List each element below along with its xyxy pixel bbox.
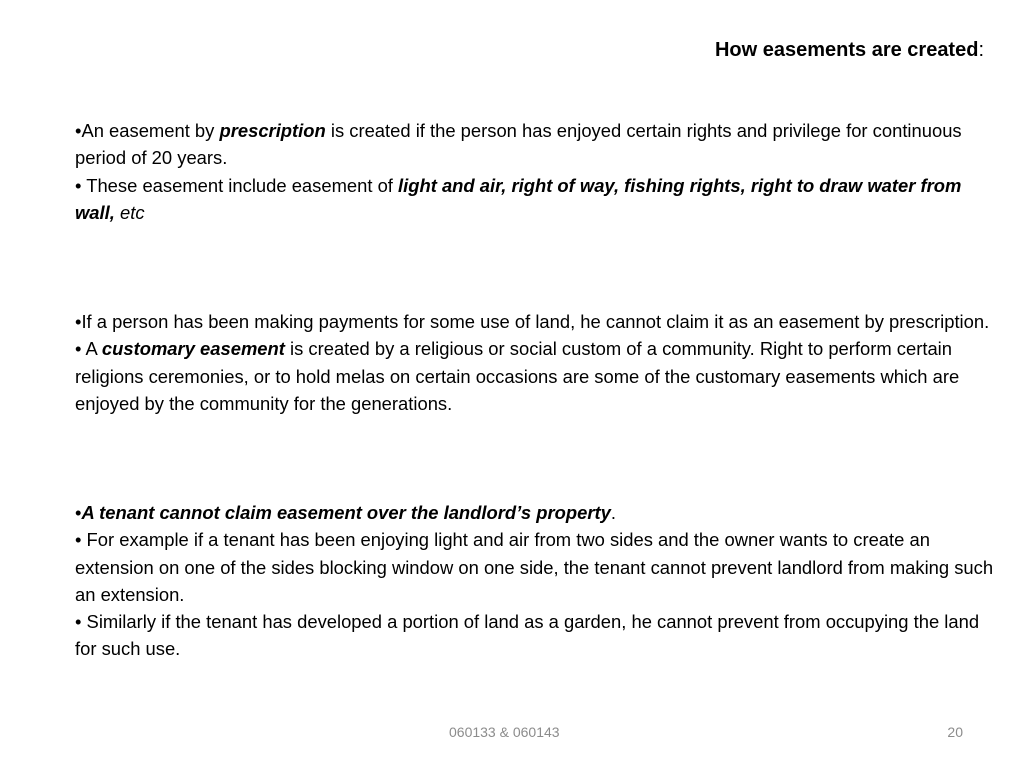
emphasis-easement-types: light and air, right of way, fishing rights, right to draw water from wall, bbox=[75, 174, 962, 223]
emphasis-tenant-claim: A tenant cannot claim easement over the landlord’s property bbox=[81, 502, 611, 523]
slide-title-text: How easements are created bbox=[714, 39, 979, 61]
text-run: • A bbox=[75, 338, 102, 360]
bullet-tenant-garden: • Similarly if the tenant has developed a portion of land as a garden, he cannot prevent from occupying the land for such use. bbox=[75, 611, 980, 660]
bullet-payments: •If a person has been making payments for some use of land, he cannot claim it as an easement by prescription. bbox=[75, 311, 990, 332]
text-run: . bbox=[610, 502, 616, 523]
bullet-mark: • bbox=[75, 120, 82, 141]
bullet-customary-easement bbox=[75, 335, 995, 417]
emphasis-customary-easement: customary easement bbox=[101, 338, 285, 360]
text-run: is created by a religious or social custom of a community. Right to perform certain religions ceremonies, or to hold melas on certain occasions are some of the customary easements which are enjoyed by the community for the generations. bbox=[75, 338, 960, 414]
bullet-tenant-example: • For example if a tenant has been enjoying light and air from two sides and the owner wants to create an extension on one of the sides blocking window on one side, the tenant cannot prevent landlord from making such an extension. bbox=[75, 529, 994, 605]
slide-title-colon: : bbox=[978, 39, 984, 61]
italic-etc: etc bbox=[120, 201, 145, 223]
paragraph-customary bbox=[75, 308, 995, 417]
bullet-mark: • bbox=[75, 502, 82, 523]
bullet-easement-types bbox=[75, 172, 995, 227]
text-run: • These easement include easement of bbox=[75, 174, 399, 196]
bullet-tenant-claim bbox=[75, 499, 995, 526]
text-run: is created if the person has enjoyed certain rights and privilege for continuous period of 20 years. bbox=[75, 120, 962, 169]
footer-text: 060133 & 060143 bbox=[449, 724, 560, 740]
bullet-prescription bbox=[75, 117, 995, 172]
text-run: An easement by bbox=[81, 120, 220, 141]
slide-title bbox=[715, 39, 984, 62]
paragraph-prescription bbox=[75, 117, 995, 226]
page-number: 20 bbox=[947, 724, 963, 740]
paragraph-tenant bbox=[75, 499, 995, 663]
emphasis-prescription: prescription bbox=[219, 120, 326, 141]
